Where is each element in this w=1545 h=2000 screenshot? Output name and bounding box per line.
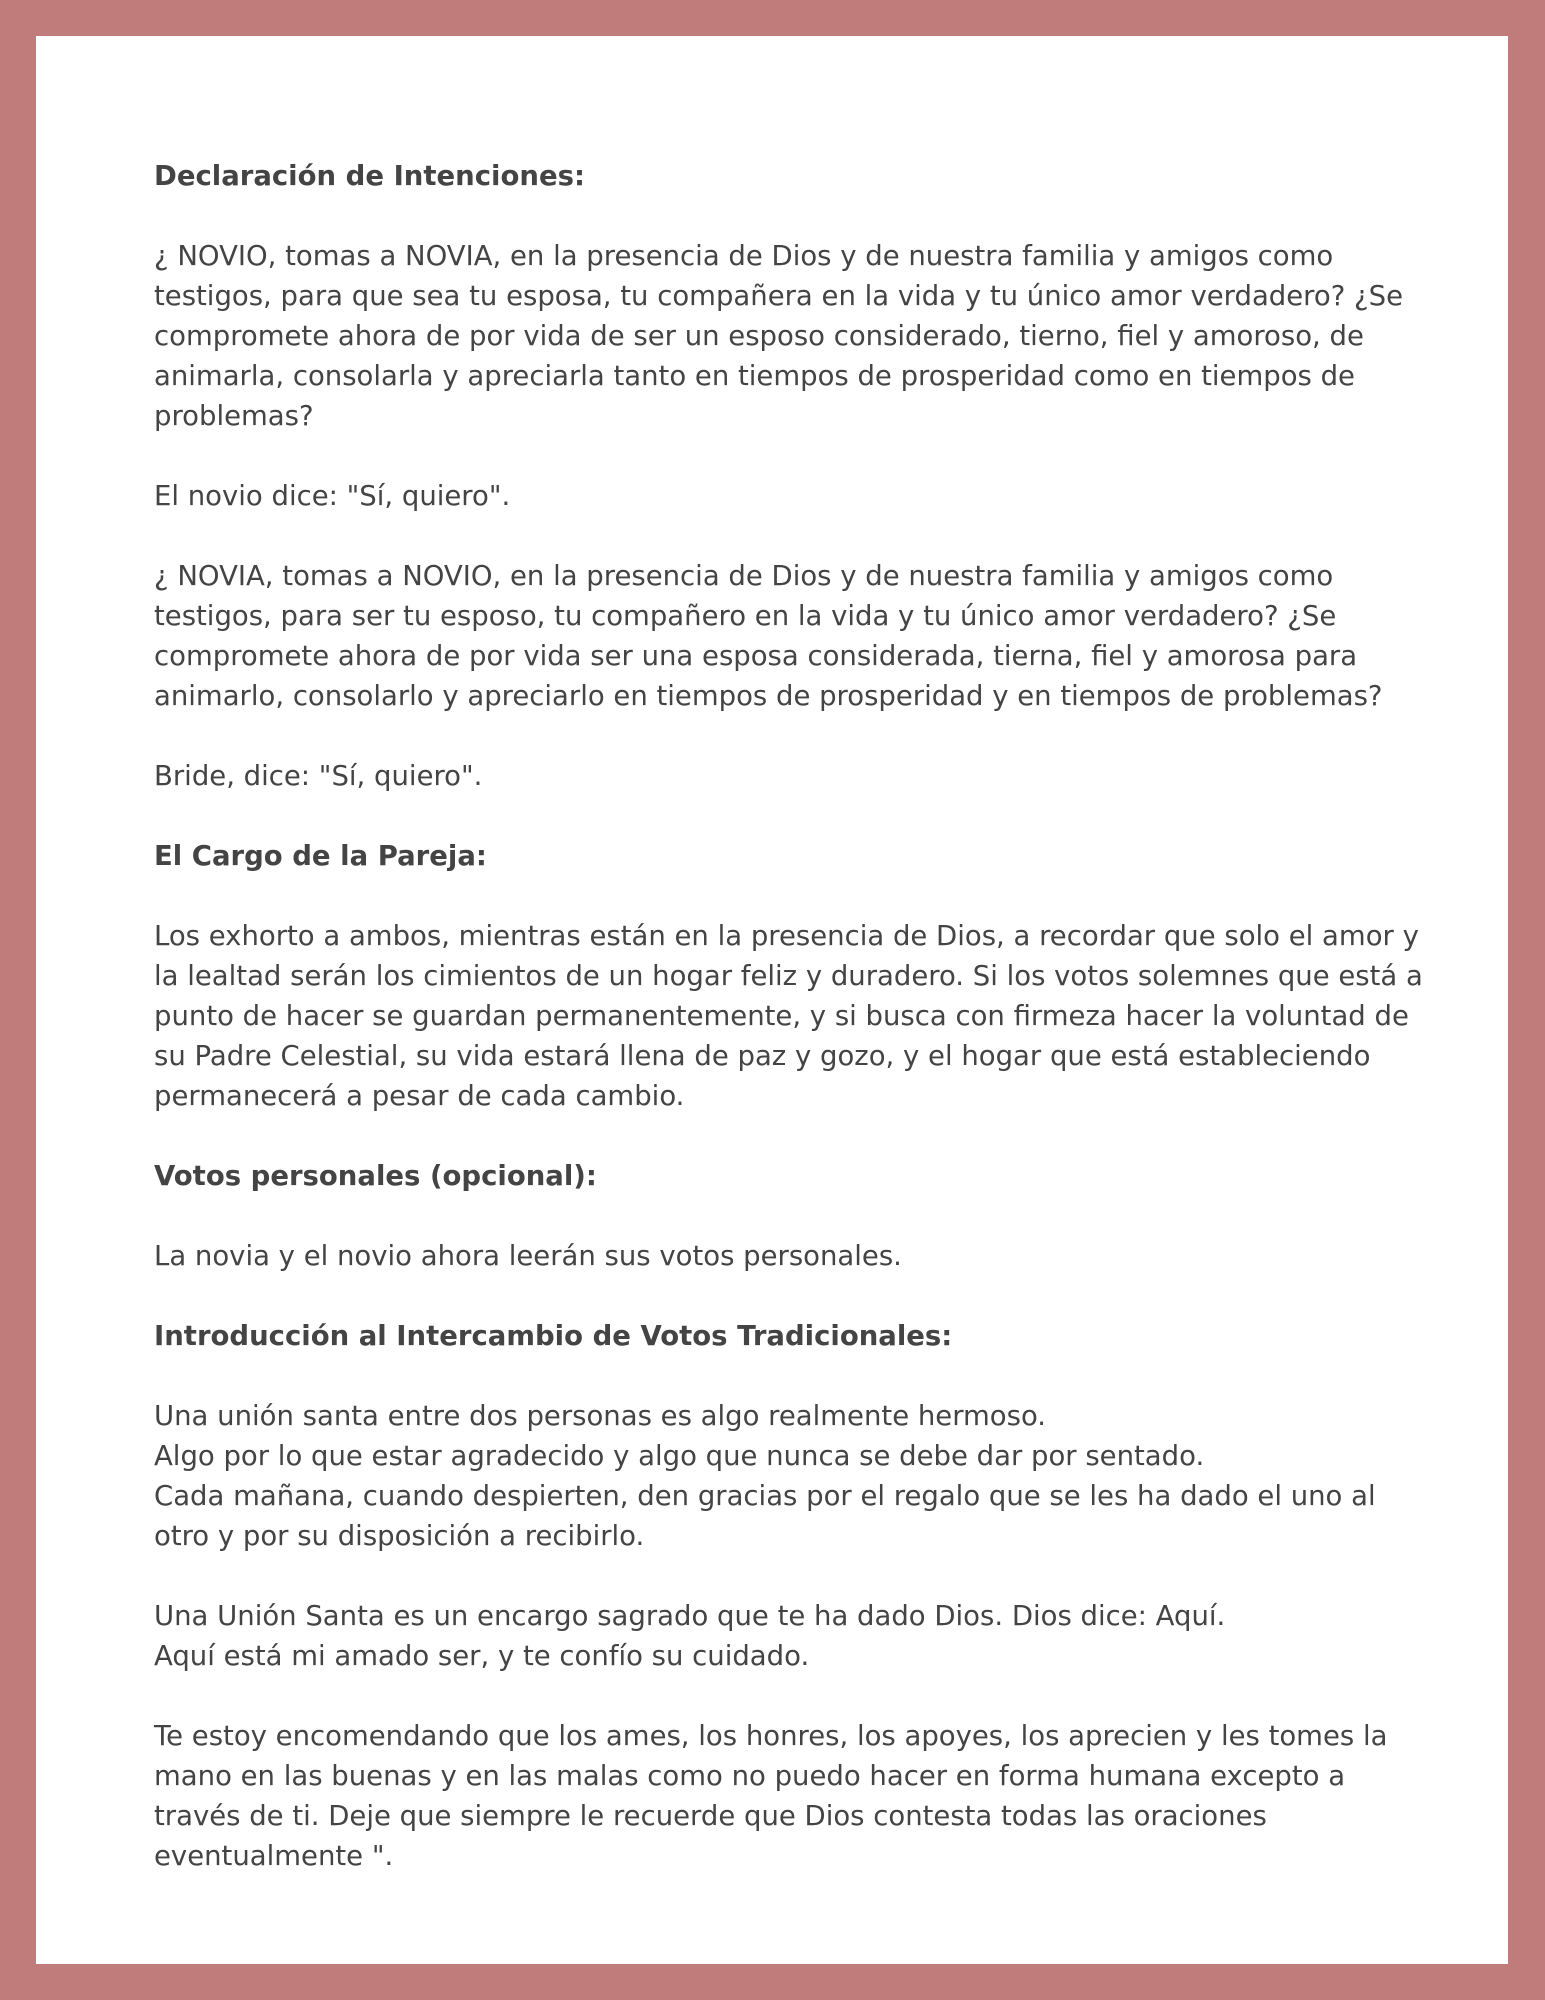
text-line: eventualmente ". [154,1840,394,1872]
text-line: testigos, para ser tu esposo, tu compañero en la vida y tu único amor verdadero? ¿Se [154,600,1337,632]
text-line: animarla, consolarla y apreciarla tanto en tiempos de prosperidad como en tiempos de [154,360,1355,392]
text-line: Cada mañana, cuando despierten, den gracias por el regalo que se les ha dado el uno al [154,1480,1376,1512]
text-line: ¿ NOVIO, tomas a NOVIA, en la presencia de Dios y de nuestra familia y amigos como [154,240,1334,272]
document-content [154,156,1429,1916]
intro-paragraph-2 [154,1596,1429,1676]
text-line: compromete ahora de por vida de ser un esposo considerado, tierno, fiel y amoroso, de [154,320,1364,352]
text-line: otro y por su disposición a recibirlo. [154,1520,645,1552]
text-line: su Padre Celestial, su vida estará llena de paz y gozo, y el hogar que está estableciendo [154,1040,1371,1072]
text-line: mano en las buenas y en las malas como no puedo hacer en forma humana excepto a [154,1760,1346,1792]
text-line: Una Unión Santa es un encargo sagrado que te ha dado Dios. Dios dice: Aquí. [154,1600,1226,1632]
groom-answer: El novio dice: "Sí, quiero". [154,480,511,512]
text-line: punto de hacer se guardan permanentemente, y si busca con firmeza hacer la voluntad de [154,1000,1409,1032]
text-line: problemas? [154,400,314,432]
section-heading-personal-vows: Votos personales (opcional): [154,1160,597,1192]
text-line: Los exhorto a ambos, mientras están en la presencia de Dios, a recordar que solo el amor y [154,920,1419,952]
document-page [36,36,1508,1964]
text-line: Una unión santa entre dos personas es algo realmente hermoso. [154,1400,1047,1432]
groom-question-paragraph [154,236,1429,436]
personal-vows-paragraph: La novia y el novio ahora leerán sus votos personales. [154,1240,902,1272]
section-heading-intro: Introducción al Intercambio de Votos Tradicionales: [154,1320,953,1352]
text-line: Aquí está mi amado ser, y te confío su cuidado. [154,1640,810,1672]
text-line: Algo por lo que estar agradecido y algo que nunca se debe dar por sentado. [154,1440,1205,1472]
bride-question-paragraph [154,556,1429,716]
section-heading-declaration: Declaración de Intenciones: [154,160,585,192]
intro-paragraph-3 [154,1716,1429,1876]
section-heading-charge: El Cargo de la Pareja: [154,840,487,872]
text-line: compromete ahora de por vida ser una esposa considerada, tierna, fiel y amorosa para [154,640,1358,672]
intro-paragraph-1 [154,1396,1429,1556]
text-line: permanecerá a pesar de cada cambio. [154,1080,685,1112]
text-line: testigos, para que sea tu esposa, tu compañera en la vida y tu único amor verdadero? ¿Se [154,280,1404,312]
text-line: ¿ NOVIA, tomas a NOVIO, en la presencia de Dios y de nuestra familia y amigos como [154,560,1334,592]
bride-answer: Bride, dice: "Sí, quiero". [154,760,483,792]
text-line: Te estoy encomendando que los ames, los honres, los apoyes, los aprecien y les tomes la [154,1720,1388,1752]
text-line: través de ti. Deje que siempre le recuerde que Dios contesta todas las oraciones [154,1800,1267,1832]
charge-paragraph [154,916,1429,1116]
text-line: la lealtad serán los cimientos de un hogar feliz y duradero. Si los votos solemnes que está a [154,960,1423,992]
text-line: animarlo, consolarlo y apreciarlo en tiempos de prosperidad y en tiempos de problemas? [154,680,1383,712]
